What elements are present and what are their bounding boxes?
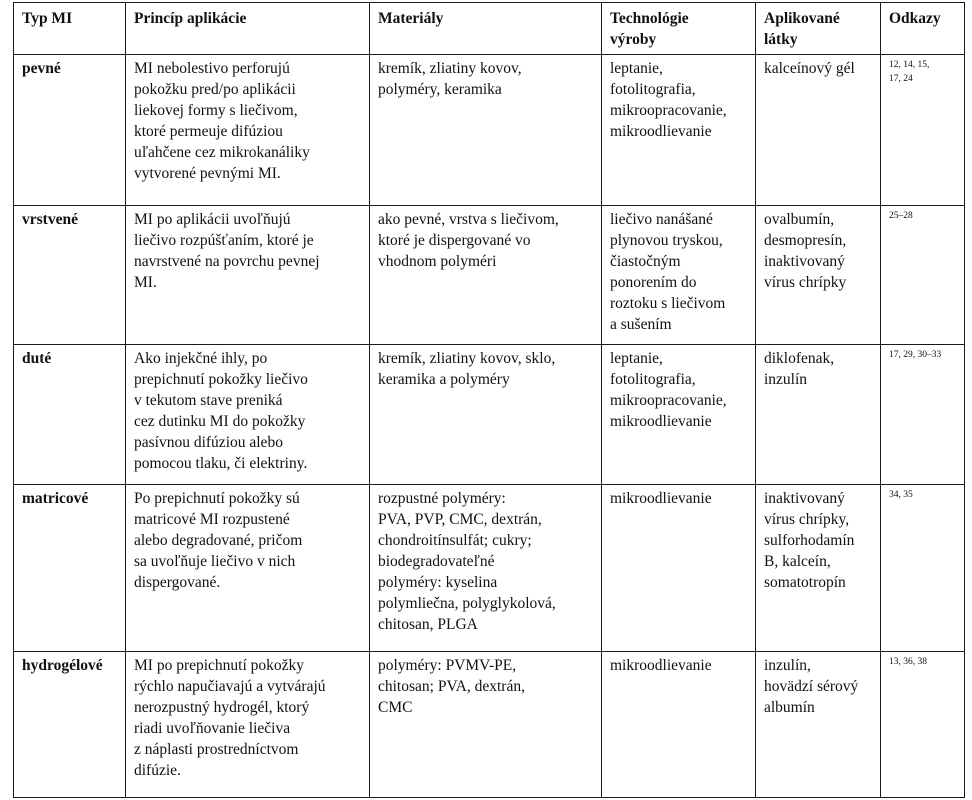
- header-typ: [14, 3, 126, 55]
- cell-typ: pevné: [14, 55, 126, 206]
- cell-materialy: [370, 485, 602, 652]
- cell-line: 34, 35: [889, 490, 913, 500]
- cell-latky: [756, 55, 881, 206]
- header-technologie: [602, 3, 756, 55]
- cell-line: ktoré je dispergované vo: [378, 232, 531, 249]
- cell-line: pokožku pred/po aplikácii: [134, 81, 296, 98]
- cell-line: ako pevné, vrstva s liečivom,: [378, 211, 559, 228]
- cell-line: z náplasti prostredníctvom: [134, 741, 299, 758]
- cell-line: mikroopracovanie,: [610, 102, 727, 119]
- cell-line: Princíp aplikácie: [134, 10, 247, 27]
- cell-line: pasívnou difúziou alebo: [134, 434, 283, 451]
- cell-line: rozpustné polyméry:: [378, 490, 506, 507]
- header-odkazy: [881, 3, 965, 55]
- cell-line: cez dutinku MI do pokožky: [134, 413, 306, 430]
- cell-line: a sušením: [610, 316, 672, 333]
- cell-line: navrstvené na povrchu pevnej: [134, 253, 320, 270]
- cell-line: sa uvoľňuje liečivo v nich: [134, 553, 296, 570]
- cell-line: kalceínový gél: [764, 60, 855, 77]
- cell-technologie: [602, 55, 756, 206]
- cell-typ: vrstvené: [14, 206, 126, 345]
- cell-typ: duté: [14, 345, 126, 485]
- cell-line: ponorením do: [610, 274, 697, 291]
- cell-line: čiastočným: [610, 253, 681, 270]
- cell-line: pomocou tlaku, či elektriny.: [134, 455, 308, 472]
- cell-line: 13, 36, 38: [889, 657, 927, 667]
- cell-line: vhodnom polyméri: [378, 253, 497, 270]
- cell-line: inzulín,: [764, 657, 811, 674]
- cell-line: sulforhodamín: [764, 532, 855, 549]
- header-latky: [756, 3, 881, 55]
- cell-odkazy: [881, 345, 965, 485]
- header-materialy: [370, 3, 602, 55]
- cell-line: 17, 29, 30–33: [889, 350, 942, 360]
- cell-line: 25–28: [889, 211, 913, 221]
- cell-line: roztoku s liečivom: [610, 295, 726, 312]
- cell-line: mikroodlievanie: [610, 657, 712, 674]
- cell-line: polyméry: kyselina: [378, 574, 498, 591]
- cell-line: hovädzí sérový: [764, 678, 859, 695]
- cell-line: liečivo nanášané: [610, 211, 713, 228]
- cell-line: alebo degradované, pričom: [134, 532, 303, 549]
- cell-line: kremík, zliatiny kovov,: [378, 60, 522, 77]
- cell-latky: [756, 652, 881, 798]
- cell-line: Po prepichnutí pokožky sú: [134, 490, 300, 507]
- cell-line: liečivo rozpúšťaním, ktoré je: [134, 232, 314, 249]
- cell-line: MI po prepichnutí pokožky: [134, 657, 305, 674]
- table-row: [14, 55, 965, 206]
- cell-line: plynovou tryskou,: [610, 232, 723, 249]
- cell-line: vírus chrípky,: [764, 511, 850, 528]
- cell-line: leptanie,: [610, 60, 663, 77]
- cell-line: chondroitínsulfát; cukry;: [378, 532, 532, 549]
- cell-line: keramika a polyméry: [378, 371, 510, 388]
- cell-princip: [126, 485, 370, 652]
- cell-line: somatotropín: [764, 574, 846, 591]
- cell-line: Aplikované: [764, 10, 840, 27]
- table-row: [14, 485, 965, 652]
- cell-technologie: [602, 206, 756, 345]
- cell-line: B, kalceín,: [764, 553, 831, 570]
- cell-line: chitosan; PVA, dextrán,: [378, 678, 525, 695]
- cell-latky: [756, 345, 881, 485]
- cell-line: 12, 14, 15,: [889, 60, 930, 70]
- cell-line: prepichnutí pokožky liečivo: [134, 371, 308, 388]
- cell-line: dispergované.: [134, 574, 221, 591]
- cell-line: látky: [764, 31, 798, 48]
- cell-line: MI po aplikácii uvoľňujú: [134, 211, 291, 228]
- cell-line: polyméry, keramika: [378, 81, 502, 98]
- cell-line: liekovej formy s liečivom,: [134, 102, 298, 119]
- cell-line: Typ MI: [22, 10, 73, 27]
- cell-line: inaktivovaný: [764, 490, 845, 507]
- cell-typ: matricové: [14, 485, 126, 652]
- cell-line: fotolitografia,: [610, 81, 696, 98]
- cell-line: MI nebolestivo perforujú: [134, 60, 290, 77]
- cell-line: mikroopracovanie,: [610, 392, 727, 409]
- cell-line: polyméry: PVMV-PE,: [378, 657, 517, 674]
- cell-line: fotolitografia,: [610, 371, 696, 388]
- table-row: [14, 206, 965, 345]
- cell-line: polymliečna, polyglykolová,: [378, 595, 556, 612]
- cell-line: chitosan, PLGA: [378, 616, 478, 633]
- cell-odkazy: [881, 652, 965, 798]
- table-row: [14, 652, 965, 798]
- cell-line: albumín: [764, 699, 815, 716]
- cell-line: biodegradovateľné: [378, 553, 495, 570]
- cell-line: PVA, PVP, CMC, dextrán,: [378, 511, 542, 528]
- cell-latky: [756, 485, 881, 652]
- cell-line: leptanie,: [610, 350, 663, 367]
- cell-line: uľahčene cez mikrokanáliky: [134, 144, 310, 161]
- table-row: [14, 345, 965, 485]
- cell-line: CMC: [378, 699, 413, 716]
- cell-odkazy: [881, 485, 965, 652]
- cell-line: 17, 24: [889, 74, 913, 84]
- cell-odkazy: [881, 55, 965, 206]
- cell-line: vytvorené pevnými MI.: [134, 165, 281, 182]
- cell-line: nerozpustný hydrogél, ktorý: [134, 699, 310, 716]
- header-princip: [126, 3, 370, 55]
- cell-line: Materiály: [378, 10, 444, 27]
- cell-line: riadi uvoľňovanie liečiva: [134, 720, 291, 737]
- cell-line: inaktivovaný: [764, 253, 845, 270]
- cell-line: výroby: [610, 31, 657, 48]
- cell-materialy: [370, 652, 602, 798]
- cell-materialy: [370, 345, 602, 485]
- cell-odkazy: [881, 206, 965, 345]
- cell-typ: hydrogélové: [14, 652, 126, 798]
- cell-line: vírus chrípky: [764, 274, 847, 291]
- cell-line: matricové MI rozpustené: [134, 511, 290, 528]
- cell-latky: [756, 206, 881, 345]
- cell-line: difúzie.: [134, 762, 181, 779]
- cell-line: Odkazy: [889, 10, 941, 27]
- cell-line: MI.: [134, 274, 157, 291]
- cell-materialy: [370, 55, 602, 206]
- cell-line: mikroodlievanie: [610, 413, 712, 430]
- cell-line: Technológie: [610, 10, 689, 27]
- microneedle-types-table: [13, 2, 965, 798]
- cell-line: kremík, zliatiny kovov, sklo,: [378, 350, 556, 367]
- cell-line: mikroodlievanie: [610, 490, 712, 507]
- cell-line: ktoré permeuje difúziou: [134, 123, 283, 140]
- cell-line: diklofenak,: [764, 350, 835, 367]
- cell-line: desmopresín,: [764, 232, 847, 249]
- table-header-row: [14, 3, 965, 55]
- cell-technologie: [602, 652, 756, 798]
- cell-princip: [126, 652, 370, 798]
- cell-technologie: [602, 485, 756, 652]
- cell-princip: [126, 345, 370, 485]
- cell-line: inzulín: [764, 371, 808, 388]
- cell-line: v tekutom stave preniká: [134, 392, 283, 409]
- cell-line: ovalbumín,: [764, 211, 835, 228]
- cell-princip: [126, 206, 370, 345]
- cell-line: rýchlo napučiavajú a vytvárajú: [134, 678, 326, 695]
- cell-princip: [126, 55, 370, 206]
- cell-line: Ako injekčné ihly, po: [134, 350, 268, 367]
- cell-technologie: [602, 345, 756, 485]
- cell-line: mikroodlievanie: [610, 123, 712, 140]
- cell-materialy: [370, 206, 602, 345]
